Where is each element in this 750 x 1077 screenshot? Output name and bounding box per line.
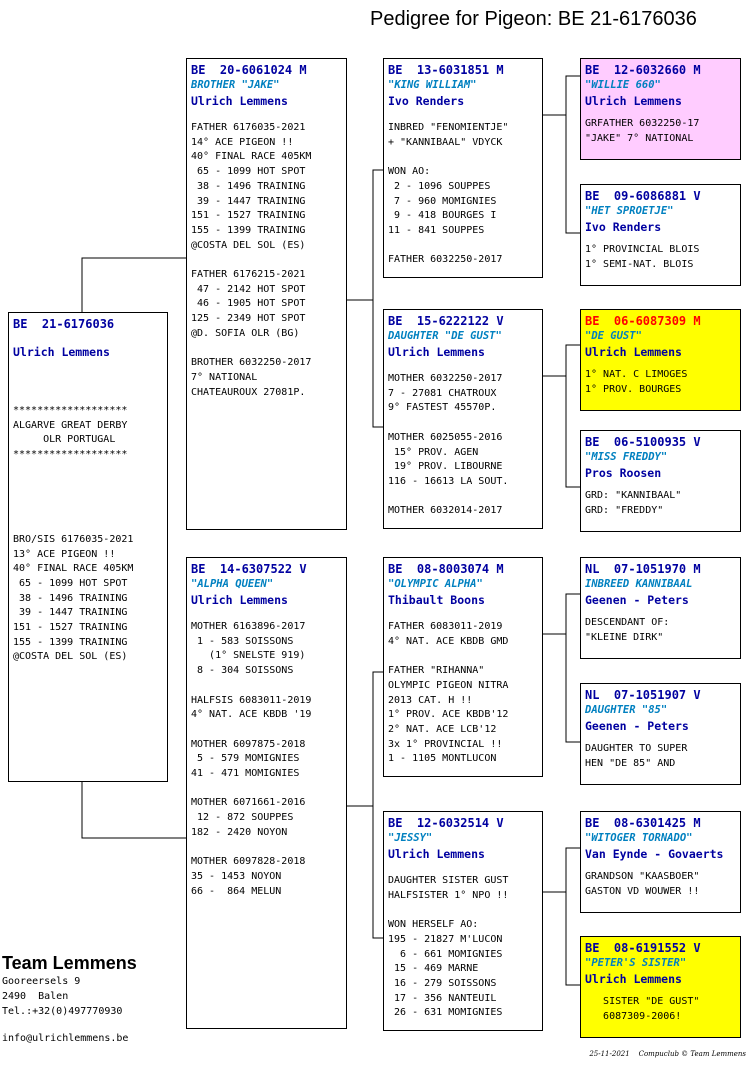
paternal-grandmother-breeder: Ulrich Lemmens xyxy=(388,345,485,359)
great-grandparent-3-notes: 1° NAT. C LIMOGES 1° PROV. BOURGES xyxy=(585,369,688,395)
great-grandparent-3-name: "DE GUST" xyxy=(585,330,642,342)
great-grandparent-box-8 xyxy=(580,936,741,1038)
mother-notes: MOTHER 6163896-2017 1 - 583 SOISSONS (1° SNELSTE 919) 8 - 304 SOISSONS HALFSIS 6083011-2019 4° NAT. ACE KBDB '19 MOTHER 6097875-2018 5 - 579 MOMIGNIES 41 - 471 MOMIGNIES MOTHER 6071661-2016 12 - 872 SOUPPES 182 - 2420 NOYON MOTHER 6097828-2018 35 - 1453 NOYON 66 - 864 MELUN xyxy=(191,621,312,897)
paternal-grandfather-breeder: Ivo Renders xyxy=(388,94,465,108)
mother-box xyxy=(186,557,347,1029)
great-grandparent-box-4 xyxy=(580,430,741,532)
team-street: Gooreersels 9 xyxy=(2,976,81,987)
great-grandparent-2-breeder: Ivo Renders xyxy=(585,220,662,234)
great-grandparent-1-name: "WILLIE 660" xyxy=(585,79,661,91)
paternal-grandfather-name: "KING WILLIAM" xyxy=(388,79,477,91)
great-grandparent-2-name: "HET SPROETJE" xyxy=(585,205,674,217)
great-grandparent-box-2 xyxy=(580,184,741,286)
maternal-grandfather-ring-number: BE 08-8003074 M xyxy=(388,562,504,576)
mother-name: "ALPHA QUEEN" xyxy=(191,578,274,590)
great-grandparent-7-notes: GRANDSON "KAASBOER" GASTON VD WOUWER !! xyxy=(585,871,700,897)
father-breeder: Ulrich Lemmens xyxy=(191,94,288,108)
subject-pigeon-box xyxy=(8,312,168,782)
father-notes: FATHER 6176035-2021 14° ACE PIGEON !! 40° FINAL RACE 405KM 65 - 1099 HOT SPOT 38 - 1496 TRAINING 39 - 1447 TRAINING 151 - 1527 TRAINING 155 - 1399 TRAINING @COSTA DEL SOL (ES) FATHER 6176215-2021 47 - 2142 HOT SPOT 46 - 1905 HOT SPOT 125 - 2349 HOT SPOT @D. SOFIA OLR (BG) BROTHER 6032250-2017 7° NATIONAL CHATEAUROUX 27081P. xyxy=(191,122,312,398)
paternal-grandmother-box xyxy=(383,309,543,529)
great-grandparent-4-name: "MISS FREDDY" xyxy=(585,451,668,463)
great-grandparent-6-ring-number: NL 07-1051907 V xyxy=(585,688,701,702)
page-title: Pedigree for Pigeon: BE 21-6176036 xyxy=(370,8,697,30)
great-grandparent-6-breeder: Geenen - Peters xyxy=(585,719,689,733)
team-email: info@ulrichlemmens.be xyxy=(2,1033,129,1044)
great-grandparent-2-ring-number: BE 09-6086881 V xyxy=(585,189,701,203)
great-grandparent-5-breeder: Geenen - Peters xyxy=(585,593,689,607)
maternal-grandmother-box xyxy=(383,811,543,1031)
great-grandparent-box-7 xyxy=(580,811,741,913)
great-grandparent-5-ring-number: NL 07-1051970 M xyxy=(585,562,701,576)
great-grandparent-8-ring-number: BE 08-6191552 V xyxy=(585,941,701,955)
father-name: BROTHER "JAKE" xyxy=(191,79,280,91)
footer-credit: 25-11-2021 Compuclub © Team Lemmens xyxy=(589,1050,746,1058)
great-grandparent-6-notes: DAUGHTER TO SUPER HEN "DE 85" AND xyxy=(585,743,688,769)
paternal-grandmother-notes: MOTHER 6032250-2017 7 - 27081 CHATROUX 9° FASTEST 45570P. MOTHER 6025055-2016 15° PROV. AGEN 19° PROV. LIBOURNE 116 - 16613 LA SOUT. MOTHER 6032014-2017 xyxy=(388,373,509,517)
great-grandparent-8-notes: SISTER "DE GUST" 6087309-2006! xyxy=(603,996,700,1022)
great-grandparent-4-ring-number: BE 06-5100935 V xyxy=(585,435,701,449)
great-grandparent-box-6 xyxy=(580,683,741,785)
paternal-grandmother-name: DAUGHTER "DE GUST" xyxy=(388,330,502,342)
great-grandparent-4-breeder: Pros Roosen xyxy=(585,466,662,480)
great-grandparent-3-ring-number: BE 06-6087309 M xyxy=(585,314,701,328)
great-grandparent-4-notes: GRD: "KANNIBAAL" GRD: "FREDDY" xyxy=(585,490,682,516)
great-grandparent-3-breeder: Ulrich Lemmens xyxy=(585,345,682,359)
team-contact-block xyxy=(2,952,137,1044)
maternal-grandmother-breeder: Ulrich Lemmens xyxy=(388,847,485,861)
paternal-grandfather-notes: INBRED "FENOMIENTJE" + "KANNIBAAL" VDYCK WON AO: 2 - 1096 SOUPPES 7 - 960 MOMIGNIES 9 - 418 BOURGES I 11 - 841 SOUPPES FATHER 6032250-2017 xyxy=(388,122,509,266)
great-grandparent-box-5 xyxy=(580,557,741,659)
team-phone: Tel.:+32(0)497770930 xyxy=(2,1006,123,1017)
paternal-grandmother-ring-number: BE 15-6222122 V xyxy=(388,314,504,328)
paternal-grandfather-box xyxy=(383,58,543,278)
maternal-grandfather-name: "OLYMPIC ALPHA" xyxy=(388,578,483,590)
subject-notes-2: BRO/SIS 6176035-2021 13° ACE PIGEON !! 40° FINAL RACE 405KM 65 - 1099 HOT SPOT 38 - 1496 TRAINING 39 - 1447 TRAINING 151 - 1527 TRAINING 155 - 1399 TRAINING @COSTA DEL SOL (ES) xyxy=(13,533,134,663)
great-grandparent-7-breeder: Van Eynde - Govaerts xyxy=(585,847,724,861)
team-city: 2490 Balen xyxy=(2,991,69,1002)
maternal-grandmother-notes: DAUGHTER SISTER GUST HALFSISTER 1° NPO !! WON HERSELF AO: 195 - 21827 M'LUCON 6 - 661 MOMIGNIES 15 - 469 MARNE 16 - 279 SOISSONS 17 - 356 NANTEUIL 26 - 631 MOMIGNIES xyxy=(388,875,509,1019)
subject-notes: ******************* ALGARVE GREAT DERBY OLR PORTUGAL ******************* xyxy=(13,405,128,461)
mother-breeder: Ulrich Lemmens xyxy=(191,593,288,607)
maternal-grandfather-box xyxy=(383,557,543,777)
great-grandparent-box-3 xyxy=(580,309,741,411)
subject-ring-number: BE 21-6176036 xyxy=(13,317,115,331)
team-name: Team Lemmens xyxy=(2,953,137,973)
great-grandparent-5-notes: DESCENDANT OF: "KLEINE DIRK" xyxy=(585,617,670,643)
great-grandparent-7-ring-number: BE 08-6301425 M xyxy=(585,816,701,830)
maternal-grandfather-breeder: Thibault Boons xyxy=(388,593,485,607)
maternal-grandmother-name: "JESSY" xyxy=(388,832,433,844)
great-grandparent-1-breeder: Ulrich Lemmens xyxy=(585,94,682,108)
subject-breeder: Ulrich Lemmens xyxy=(13,345,110,359)
great-grandparent-2-notes: 1° PROVINCIAL BLOIS 1° SEMI-NAT. BLOIS xyxy=(585,244,700,270)
paternal-grandfather-ring-number: BE 13-6031851 M xyxy=(388,63,504,77)
great-grandparent-5-name: INBREED KANNIBAAL xyxy=(585,578,693,590)
great-grandparent-box-1 xyxy=(580,58,741,160)
great-grandparent-1-ring-number: BE 12-6032660 M xyxy=(585,63,701,77)
great-grandparent-8-breeder: Ulrich Lemmens xyxy=(585,972,682,986)
father-ring-number: BE 20-6061024 M xyxy=(191,63,307,77)
great-grandparent-7-name: "WITOGER TORNADO" xyxy=(585,832,693,844)
great-grandparent-1-notes: GRFATHER 6032250-17 "JAKE" 7° NATIONAL xyxy=(585,118,700,144)
great-grandparent-6-name: DAUGHTER "85" xyxy=(585,704,668,716)
great-grandparent-8-name: "PETER'S SISTER" xyxy=(585,957,687,969)
father-box xyxy=(186,58,347,530)
mother-ring-number: BE 14-6307522 V xyxy=(191,562,307,576)
maternal-grandfather-notes: FATHER 6083011-2019 4° NAT. ACE KBDB GMD FATHER "RIHANNA" OLYMPIC PIGEON NITRA 2013 CAT. H !! 1° PROV. ACE KBDB'12 2° NAT. ACE LCB'12 3x 1° PROVINCIAL !! 1 - 1105 MONTLUCON xyxy=(388,621,509,765)
maternal-grandmother-ring-number: BE 12-6032514 V xyxy=(388,816,504,830)
